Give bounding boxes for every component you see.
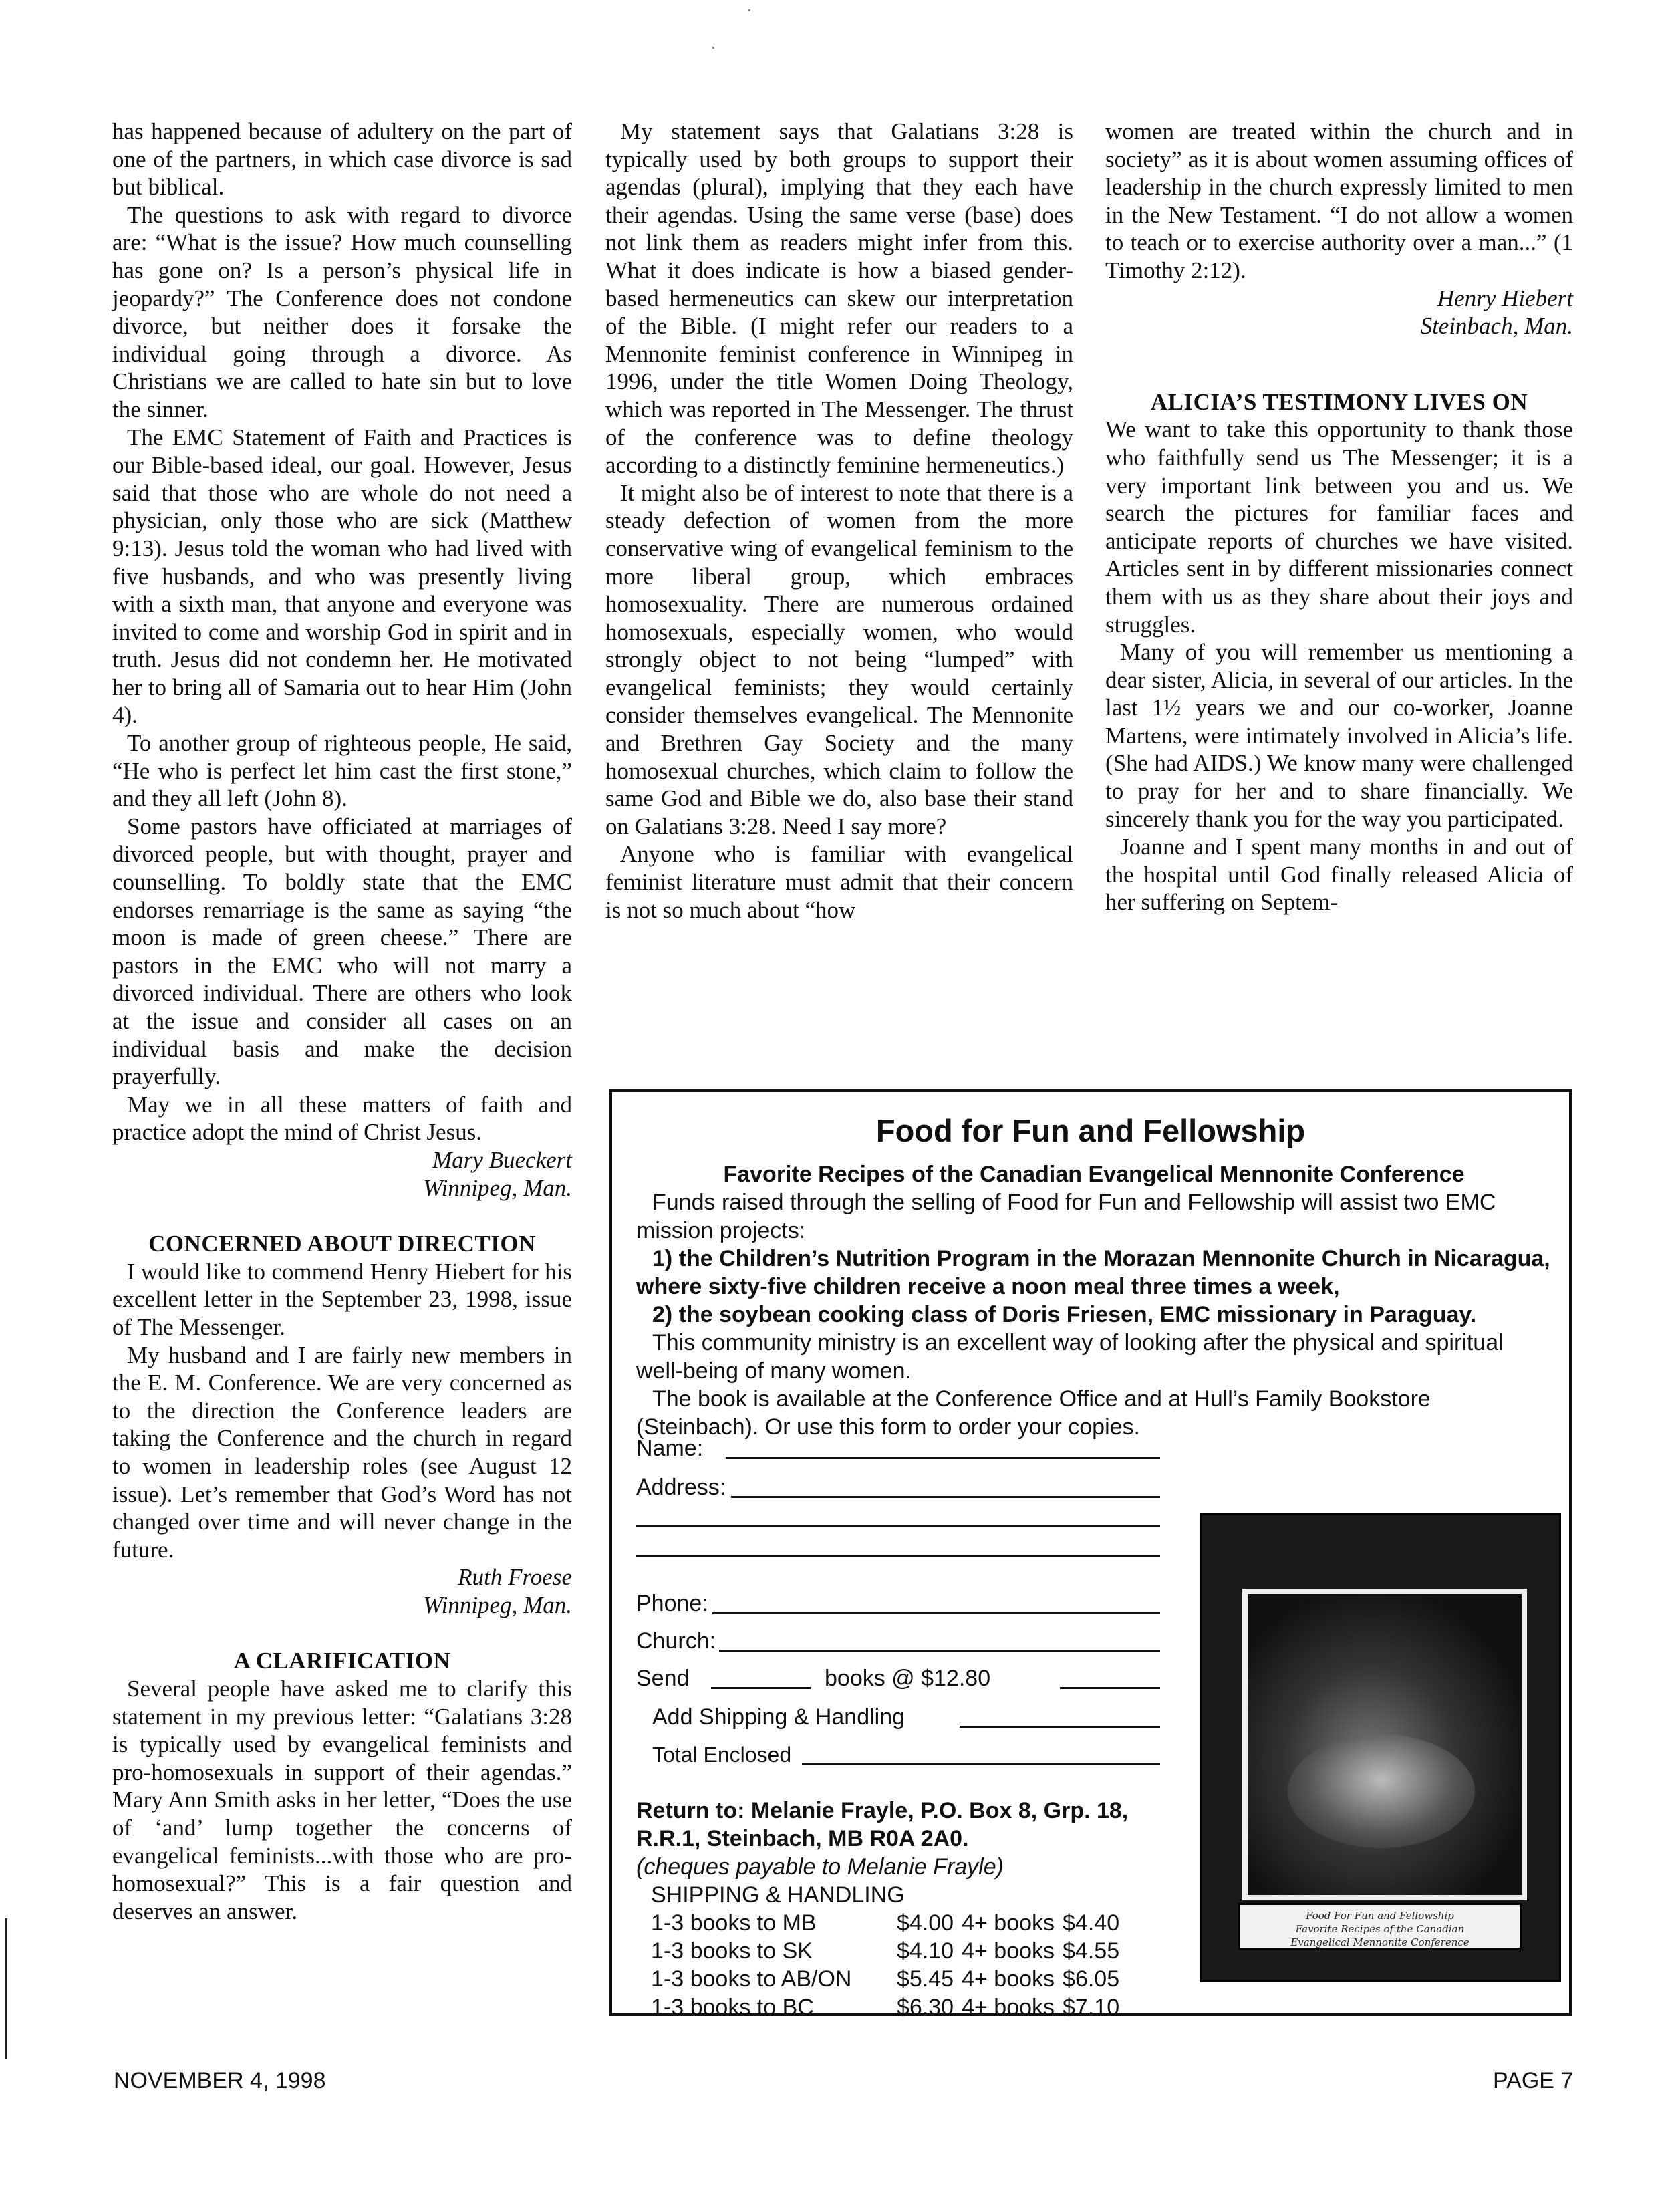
paragraph: Many of you will remember us mentioning a dear sister, Alicia, in several of our articles. In the last 1½ years we and our co-worker, Joanne Martens, were intimately involved in Alicia’s life. (She had AIDS.) We know many were challenged to pray for her and to share financially. We sincerely thank you for the way you participated.: [1105, 639, 1573, 832]
paragraph: has happened because of adultery on the part of one of the partners, in which case divorce is sad but biblical.: [112, 118, 572, 201]
cover-artwork: [1242, 1589, 1527, 1900]
letter-heading: ALICIA’S TESTIMONY LIVES ON: [1150, 388, 1528, 415]
table-cell: $6.05: [1063, 1966, 1120, 1992]
ad-project-1: 1) the Children’s Nutrition Program in the Morazan Mennonite Church in Nicaragua, where sixty-five children receive a noon meal three times a week,: [636, 1246, 1550, 1299]
table-cell: $5.45: [897, 1966, 954, 1992]
paragraph: We want to take this opportunity to thank those who faithfully send us The Messenger; it is a very important link between you and us. We search the pictures for familiar faces and anticipate reports of churches we have visited. Articles sent in by different missionaries connect them with us as they share about their joys and struggles.: [1105, 416, 1573, 638]
scan-speck: [748, 9, 750, 11]
scan-speck: [712, 47, 714, 49]
signature-place: Winnipeg, Man.: [423, 1591, 572, 1618]
page-number: PAGE 7: [1493, 2068, 1574, 2093]
table-cell: $4.40: [1063, 1910, 1120, 1936]
signature-name: Ruth Froese: [458, 1564, 572, 1591]
phone-label: Phone:: [636, 1591, 708, 1616]
paragraph: Joanne and I spent many months in and out of the hospital until God finally released Alicia of her suffering on Septem-: [1105, 833, 1573, 916]
paragraph: The EMC Statement of Faith and Practices is our Bible-based ideal, our goal. However, Jesus said that those who are whole do not need a physician, only those who are sick (Matthew 9:13). Jesus told the woman who had lived with five husbands, and who was presently living with a sixth man, that anyone and everyone was invited to come and worship God in spirit and in truth. Jesus did not condemn her. He motivated her to bring all of Samaria out to hear Him (John 4).: [112, 424, 572, 729]
paragraph: My husband and I are fairly new members in the E. M. Conference. We are very concerned as to the direction the Conference leaders are taking the Conference and the church in regard to women in leadership roles (see August 12 issue). Let’s remember that God’s Word has not changed over time and will never change in the future.: [112, 1341, 572, 1563]
signature-place: Winnipeg, Man.: [423, 1174, 572, 1201]
letter-heading: CONCERNED ABOUT DIRECTION: [148, 1231, 536, 1257]
cover-caption-line: Evangelical Mennonite Conference: [1290, 1936, 1469, 1948]
ad-title: Food for Fun and Fellowship: [875, 1113, 1306, 1148]
table-cell: 4+ books: [962, 1910, 1055, 1936]
shipping-field[interactable]: [960, 1726, 1160, 1728]
paragraph: The questions to ask with regard to divorce are: “What is the issue? How much counselling has gone on? Is a person’s physical life in jeopardy?” The Conference does not condone divorce, but neither does it forsake the individual going through a divorce. As Christians we are called to hate sin but to love the sinner.: [112, 201, 572, 422]
name-field[interactable]: [726, 1457, 1160, 1459]
paragraph: To another group of righteous people, He said, “He who is perfect let him cast the first stone,” and they all left (John 8).: [112, 730, 572, 812]
total-label: Total Enclosed: [652, 1743, 792, 1767]
cover-caption-line: Food For Fun and Fellowship: [1306, 1910, 1454, 1922]
column-1: [112, 118, 572, 1925]
name-label: Name:: [636, 1436, 704, 1461]
shipping-rates: [651, 1909, 1127, 2021]
ad-availability: The book is available at the Conference Office and at Hull’s Family Bookstore (Steinbach). Or use this form to order your copies.: [636, 1386, 1431, 1440]
table-cell: 4+ books: [962, 1966, 1055, 1992]
subtotal-field[interactable]: [1060, 1687, 1160, 1689]
church-field[interactable]: [719, 1650, 1160, 1652]
paragraph: Some pastors have officiated at marriages of divorced people, but with thought, prayer and counselling. To boldly state that the EMC endorses remarriage is the same as saying “the moon is made of green cheese.” There are pastors in the EMC who will not marry a divorced individual. There are others who look at the issue and consider all cases on an individual basis and make the decision prayerfully.: [112, 813, 572, 1090]
cover-caption: [1238, 1903, 1522, 1950]
shipping-label: Add Shipping & Handling: [652, 1704, 905, 1730]
table-cell: 1-3 books to BC: [651, 1995, 814, 2020]
ad-body: [636, 1160, 1552, 1441]
cookbook-cover-image: [1200, 1513, 1561, 1982]
church-label: Church:: [636, 1628, 716, 1654]
table-row: [651, 1965, 1127, 1993]
table-cell: $4.00: [897, 1910, 954, 1936]
return-line-1: Return to: Melanie Frayle, P.O. Box 8, Grp. 18,: [636, 1798, 1129, 1823]
table-cell: 4+ books: [962, 1995, 1055, 2020]
scan-margin-line: [5, 1918, 7, 2059]
paragraph: My statement says that Galatians 3:28 is typically used by both groups to support their agendas (plural), implying that they each have their agendas. Using the same verse (base) does not link them as readers might infer from this. What it does indicate is how a biased gender-based hermeneutics can skew our interpretation of the Bible. (I might refer our readers to a Mennonite feminist conference in Winnipeg in 1996, under the title Women Doing Theology, which was reported in The Messenger. The thrust of the conference was to define theology according to a distinctly feminine hermeneutics.): [605, 118, 1073, 479]
phone-field[interactable]: [712, 1612, 1160, 1614]
table-cell: $7.10: [1063, 1995, 1120, 2020]
ad-project-2: 2) the soybean cooking class of Doris Friesen, EMC missionary in Paraguay.: [652, 1302, 1477, 1327]
signature-name: Mary Bueckert: [432, 1146, 572, 1173]
table-row: [651, 1993, 1127, 2021]
bowl-illustration: [1288, 1734, 1475, 1848]
table-cell: $6.30: [897, 1995, 954, 2020]
shipping-table: [651, 1881, 1127, 2021]
paragraph: Anyone who is familiar with evangelical feminist literature must admit that their concern is not so much about “how: [605, 841, 1073, 923]
ad-subtitle: Favorite Recipes of the Canadian Evangelical Mennonite Conference: [723, 1162, 1465, 1187]
paragraph: It might also be of interest to note that there is a steady defection of women from the more conservative wing of evangelical feminism to the more liberal group, which embraces homosexuality. There are numerous ordained homosexuals, especially women, who would strongly object to not being “lumped” with evangelical feminists; they would certainly consider themselves evangelical. The Mennonite and Brethren Gay Society and the many homosexual churches, which claim to follow the same God and Bible we do, also base their stand on Galatians 3:28. Need I say more?: [605, 479, 1073, 840]
column-3: [1105, 118, 1573, 916]
paragraph: Several people have asked me to clarify this statement in my previous letter: “Galatians 3:28 is typically used by evangelical feminists and pro-homosexuals in support of their agendas.” Mary Ann Smith asks in her letter, “Does the use of ‘and’ lump together the concerns of evangelical feminists...with those who are pro-homosexual?” This is a fair question and deserves an answer.: [112, 1676, 572, 1924]
signature-place: Steinbach, Man.: [1420, 313, 1573, 340]
letter-heading: A CLARIFICATION: [233, 1648, 451, 1674]
table-row: [651, 1937, 1127, 1965]
shipping-heading: SHIPPING & HANDLING: [651, 1882, 905, 1908]
issue-date: NOVEMBER 4, 1998: [114, 2068, 326, 2093]
quantity-field[interactable]: [711, 1687, 811, 1689]
table-cell: 1-3 books to MB: [651, 1910, 817, 1936]
address-field[interactable]: [731, 1496, 1160, 1498]
return-line-2: R.R.1, Steinbach, MB R0A 2A0.: [636, 1826, 969, 1851]
paragraph: I would like to commend Henry Hiebert for his excellent letter in the September 23, 1998, issue of The Messenger.: [112, 1258, 572, 1340]
table-cell: 4+ books: [962, 1938, 1055, 1964]
address-field-line-2[interactable]: [636, 1525, 1160, 1527]
ad-intro: Funds raised through the selling of Food for Fun and Fellowship will assist two EMC mission projects:: [636, 1190, 1496, 1243]
signature-name: Henry Hiebert: [1437, 285, 1573, 311]
table-cell: $4.55: [1063, 1938, 1120, 1964]
column-2: [605, 118, 1073, 924]
paragraph: women are treated within the church and in society” as it is about women assuming offices of leadership in the church expressly limited to men in the New Testament. “I do not allow a women to teach or to exercise authority over a man...” (1 Timothy 2:12).: [1105, 118, 1573, 283]
table-cell: $4.10: [897, 1938, 954, 1964]
cover-caption-line: Favorite Recipes of the Canadian: [1295, 1923, 1465, 1935]
table-cell: 1-3 books to AB/ON: [651, 1966, 852, 1992]
table-row: [651, 1909, 1127, 1937]
cookbook-ad: [609, 1089, 1572, 2020]
table-cell: 1-3 books to SK: [651, 1938, 813, 1964]
books-price-label: books @ $12.80: [825, 1666, 991, 1691]
send-label: Send: [636, 1666, 690, 1691]
total-field[interactable]: [802, 1763, 1160, 1765]
ad-ministry: This community ministry is an excellent way of looking after the physical and spiritual well-being of many women.: [636, 1330, 1504, 1384]
address-label: Address:: [636, 1474, 726, 1500]
address-field-line-3[interactable]: [636, 1555, 1160, 1557]
cheques-note: (cheques payable to Melanie Frayle): [636, 1854, 1004, 1880]
paragraph: May we in all these matters of faith and practice adopt the mind of Christ Jesus.: [112, 1091, 572, 1146]
return-address: [636, 1797, 1171, 1881]
